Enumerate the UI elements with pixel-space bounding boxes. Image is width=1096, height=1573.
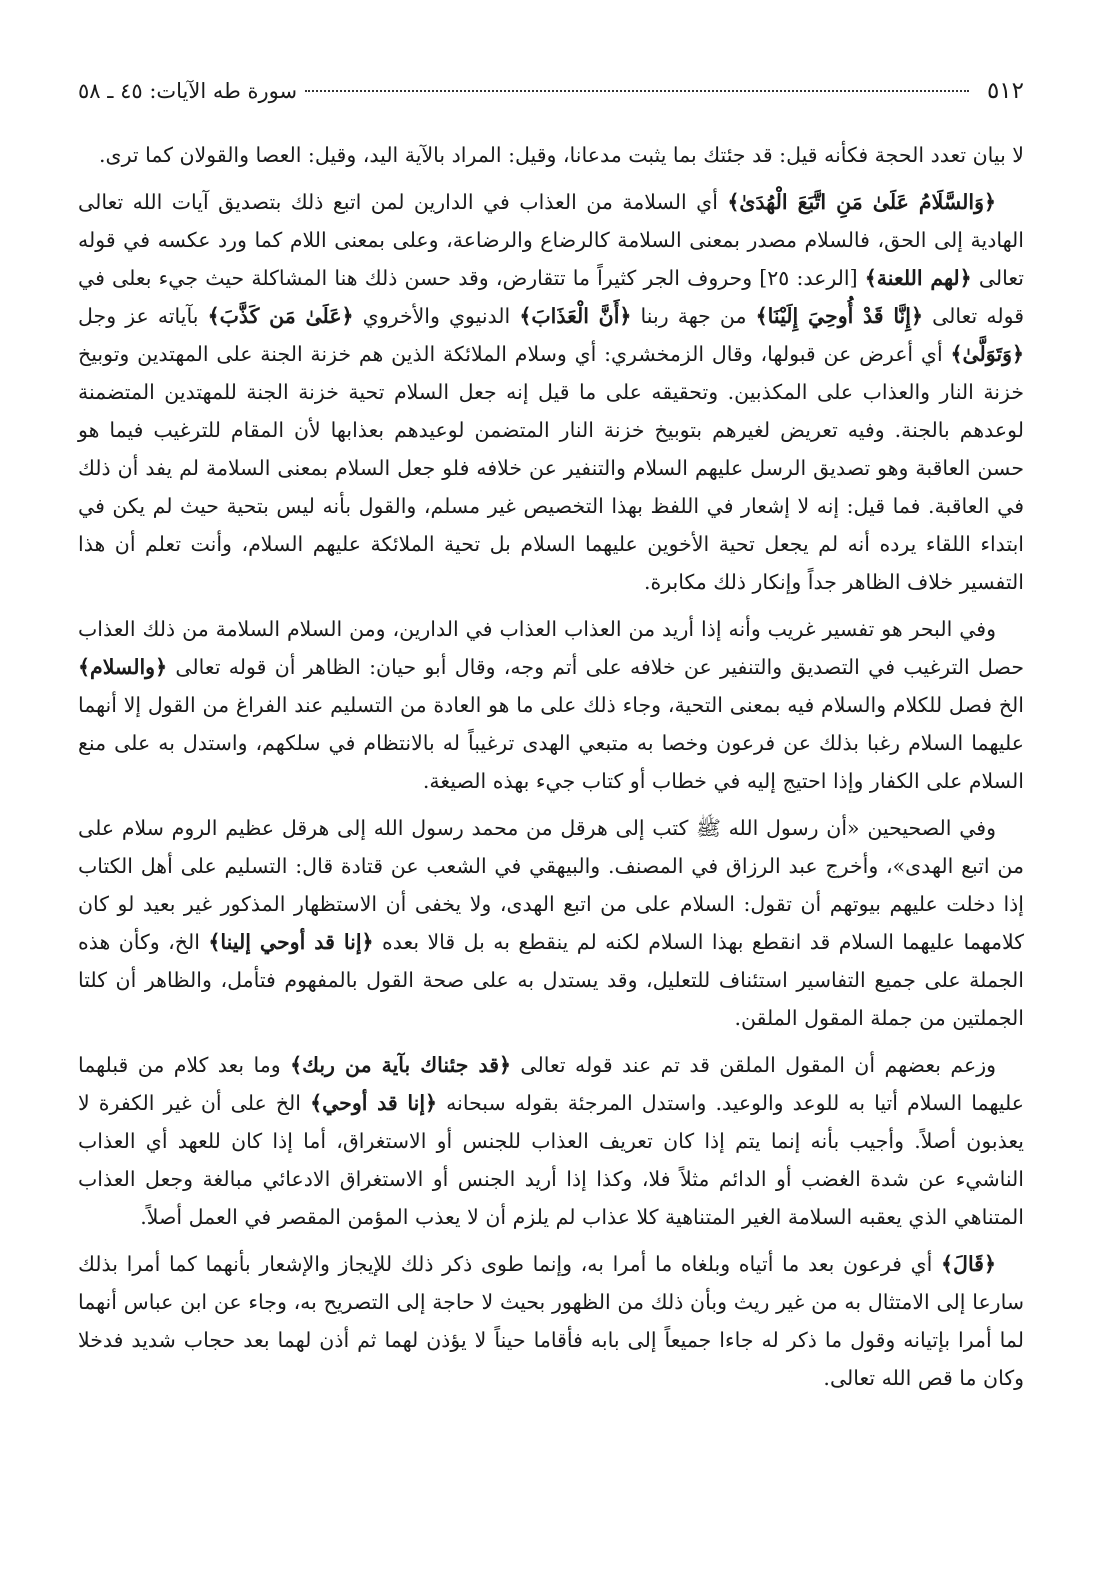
quranic-quote: ﴿لهم اللعنة﴾ [864,266,972,290]
quranic-quote: ﴿أَنَّ الْعَذَابَ﴾ [519,304,632,328]
paragraph [78,1245,1024,1397]
surah-title: سورة طه الآيات: ٤٥ ـ ٥٨ [78,79,298,103]
quranic-quote: ﴿إِنَّا قَدْ أُوحِيَ إِلَيْنَا﴾ [755,304,923,328]
quranic-quote: ﴿إنا قد أوحي إلينا﴾ [208,930,374,954]
quranic-quote: ﴿إنا قد أوحي﴾ [310,1091,438,1115]
commentary-text: لا بيان تعدد الحجة فكأنه قيل: قد جئتك بما يثبت مدعانا، وقيل: المراد بالآية اليد، وقيل: العصا والقولان كما ترى. [99,143,1024,167]
paragraph [78,183,1024,601]
commentary-text: وفي الصحيحين «أن رسول الله ﷺ كتب إلى هرقل من محمد رسول الله إلى هرقل عظيم الروم سلام على من اتبع الهدى»، وأخرج عبد الرزاق في المصنف. والبيهقي في الشعب عن قتادة قال: التسليم على أهل الكتاب إذا دخلت عليهم بيوتهم أن تقول: السلام على من اتبع الهدى، ولا يخفى أن الاستظهار المذكور غير بعيد لو كان كلامهما عليهما السلام قد انقطع بهذا السلام لكنه لم ينقطع به بل قالا بعده [78,816,1024,954]
paragraph [78,610,1024,800]
running-header [78,78,1024,128]
commentary-text: أي السلامة من العذاب في الدارين لمن اتبع ذلك بتصديق آيات الله تعالى الهادية إلى الحق، فالسلام مصدر بمعنى السلامة كالرضاع والرضاعة، وعلى بمعنى اللام كما ورد عكسه في قوله تعالى [78,190,1025,290]
dotted-leader [305,90,969,92]
commentary-text: الخ على أن غير الكفرة لا يعذبون أصلاً. وأجيب بأنه إنما يتم إذا كان تعريف العذاب للجنس أو الاستغراق، أما إذا كان للعهد أي العذاب الناشيء عن شدة الغضب أو الدائم مثلاً فلا، وكذا إذا أريد الجنس أو الاستغراق الادعائي مبالغة وجعل العذاب المتناهي الذي يعقبه السلامة الغير المتناهية كلا عذاب لم يلزم أن لا يعذب المؤمن المقصر في العمل أصلاً. [78,1091,1024,1229]
commentary-text: الخ فصل للكلام والسلام فيه بمعنى التحية، وجاء ذلك على ما هو العادة من التسليم عند الفراغ من القول إلا أنهما عليهما السلام رغبا بذلك عن فرعون وخصا به متبعي الهدى ترغيباً له بالانتظام في سلكهم، واستدل به على منع السلام على الكفار وإذا احتيج إليه في خطاب أو كتاب جيء بهذه الصيغة. [78,693,1024,793]
commentary-text: أي أعرض عن قبولها، وقال الزمخشري: أي وسلام الملائكة الذين هم خزنة الجنة على المهتدين وتوبيخ خزنة النار والعذاب على المكذبين. وتحقيقه على ما قيل إنه جعل السلام تحية خزنة الجنة للمهتدين المتضمنة لوعدهم بالجنة. وفيه تعريض لغيرهم بتوبيخ خزنة النار المتضمن لوعيدهم بعذابها لأن المقام للترغيب فيما هو حسن العاقبة وهو تصديق الرسل عليهم السلام والتنفير عن خلافه فلو جعل السلام بمعنى السلامة لم يفد أن ذلك في العاقبة. فما قيل: إنه لا إشعار في اللفظ بهذا التخصيص غير مسلم، والقول بأنه ليس بتحية حيث لم يكن في ابتداء اللقاء يرده أنه لم يجعل تحية الأخوين عليهما السلام بل تحية الملائكة عليهم السلام، وأنت تعلم أن هذا التفسير خلاف الظاهر جداً وإنكار ذلك مكابرة. [78,342,1024,594]
quranic-quote: ﴿وَتَوَلَّىٰ﴾ [950,342,1024,366]
quranic-quote: ﴿عَلَىٰ مَن كَذَّبَ﴾ [207,304,354,328]
paragraph [78,1046,1024,1236]
commentary-text: وما بعد كلام من قبلهما عليهما السلام أتيا به للوعد والوعيد. واستدل المرجئة بقوله سبحانه [78,1053,1024,1115]
body-text [78,136,1024,1397]
book-page [78,78,1024,1406]
commentary-text: بآياته عز وجل [78,304,208,328]
quranic-quote: ﴿قَالَ﴾ [941,1252,996,1276]
paragraph [78,809,1024,1037]
commentary-text: أي فرعون بعد ما أتياه وبلغاه ما أمرا به، وإنما طوى ذكر ذلك للإيجاز والإشعار بأنهما كما أمرا بذلك سارعا إلى الامتثال به من غير ريث وبأن ذلك من الظهور بحيث لا حاجة إلى التصريح به، وجاء عن ابن عباس أنهما لما أمرا بإتيانه وقول ما ذكر له جاءا جميعاً إلى بابه فأقاما حيناً لا يؤذن لهما ثم أذن لهما بعد حجاب شديد فدخلا وكان ما قص الله تعالى. [78,1252,1024,1390]
paragraph [78,136,1024,174]
commentary-text: وزعم بعضهم أن المقول الملقن قد تم عند قوله تعالى [511,1053,996,1077]
commentary-text: الدنيوي والأخروي [353,304,520,328]
commentary-text: من جهة ربنا [631,304,756,328]
quranic-quote: ﴿والسلام﴾ [78,655,168,679]
commentary-text: [الرعد: ٢٥] وحروف الجر كثيراً ما تتقارض، وقد حسن ذلك هنا المشاكلة حيث جيء بعلى في قوله تعالى [78,266,1025,328]
quranic-quote: ﴿وَالسَّلَامُ عَلَىٰ مَنِ اتَّبَعَ الْهُدَىٰ﴾ [727,190,997,214]
commentary-text: الخ، وكأن هذه الجملة على جميع التفاسير استئناف للتعليل، وقد يستدل به على صحة القول بالمفهوم فتأمل، والظاهر أن كلتا الجملتين من جملة المقول الملقن. [78,930,1024,1030]
page-number: ٥١٢ [986,78,1024,104]
commentary-text: وفي البحر هو تفسير غريب وأنه إذا أريد من العذاب العذاب في الدارين، ومن السلام السلامة من ذلك العذاب حصل الترغيب في التصديق والتنفير عن خلافه على أتم وجه، وقال أبو حيان: الظاهر أن قوله تعالى [78,617,1024,679]
quranic-quote: ﴿قد جئناك بآية من ربك﴾ [290,1053,512,1077]
